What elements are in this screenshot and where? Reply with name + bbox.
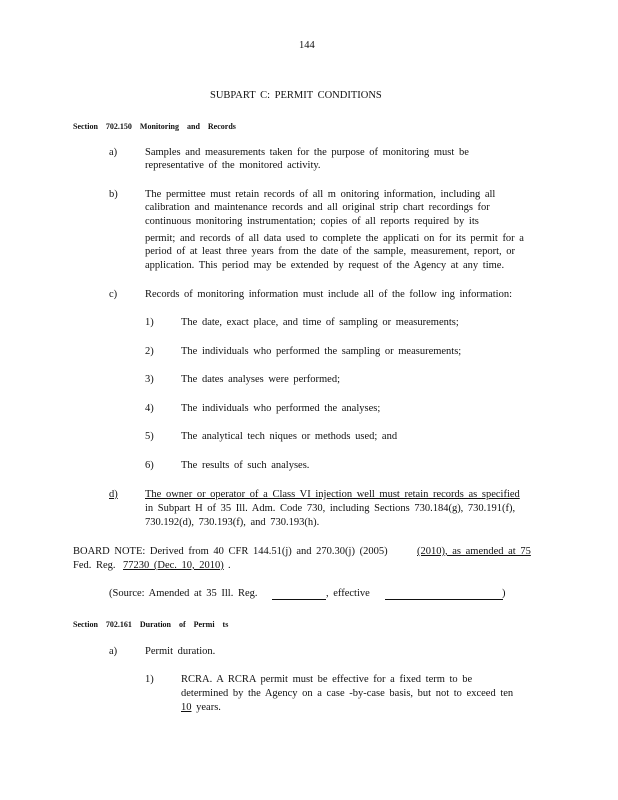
paragraph-line: Samples and measurements taken for the purpose of monitoring must be	[145, 147, 469, 158]
board-note-text: BOARD NOTE: Derived from 40 CFR 144.51(j) and 270.30(j) (2005)	[73, 546, 388, 557]
paragraph-line: Permit duration.	[145, 646, 216, 657]
paragraph-text: years.	[191, 702, 221, 713]
paragraph-line: The permittee must retain records of all m onitoring information, including all	[145, 189, 496, 200]
paragraph-line: RCRA. A RCRA permit must be effective for a fixed term to be	[181, 674, 473, 685]
paragraph-line	[181, 701, 221, 714]
subitem-number: 2)	[145, 346, 154, 357]
subitem-text: The date, exact place, and time of sampling or measurements;	[181, 317, 459, 328]
amended-line: The owner or operator of a Class VI injection well must retain records as specified	[145, 489, 520, 500]
item-label-b: b)	[109, 189, 118, 200]
subitem-text: The individuals who performed the analyses;	[181, 403, 381, 414]
source-note: , effective	[326, 588, 370, 599]
paragraph-line: continuous monitoring instrumentation; copies of all reports required by its	[145, 216, 479, 227]
subitem-text: The analytical tech niques or methods used; and	[181, 431, 398, 442]
board-note-text: .	[228, 560, 231, 571]
paragraph-line: period of at least three years from the date of the sample, measurement, report, or	[145, 246, 515, 257]
subitem-number: 1)	[145, 317, 154, 328]
subitem-text: The dates analyses were performed;	[181, 374, 341, 385]
section-heading: Section 702.150 Monitoring and Records	[73, 122, 236, 131]
source-note: )	[502, 588, 506, 599]
item-label-d: d)	[109, 489, 118, 500]
source-note: (Source: Amended at 35 Ill. Reg.	[109, 588, 258, 599]
paragraph-line: Records of monitoring information must include all of the follow ing information:	[145, 289, 512, 300]
paragraph-line: in Subpart H of 35 Ill. Adm. Code 730, including Sections 730.184(g), 730.191(f),	[145, 503, 516, 514]
amended-word: 10	[181, 702, 192, 713]
paragraph-line: application. This period may be extended by request of the Agency at any time.	[145, 260, 505, 271]
subitem-number: 5)	[145, 431, 154, 442]
item-label-c: c)	[109, 289, 118, 300]
page-number: 144	[299, 40, 315, 51]
item-label-a: a)	[109, 147, 118, 158]
paragraph-line: permit; and records of all data used to complete the applicati on for its permit for a	[145, 233, 524, 244]
subitem-number: 4)	[145, 403, 154, 414]
section-heading: Section 702.161 Duration of Permi ts	[73, 620, 229, 629]
board-note-text: Fed. Reg.	[73, 560, 116, 571]
source-reg-blank	[272, 599, 326, 600]
subitem-text: The results of such analyses.	[181, 460, 310, 471]
paragraph-line: calibration and maintenance records and all original strip chart recordings for	[145, 202, 490, 213]
subitem-number: 6)	[145, 460, 154, 471]
paragraph-line: determined by the Agency on a case -by-case basis, but not to exceed ten	[181, 688, 514, 699]
paragraph-line: 730.192(d), 730.193(f), and 730.193(h).	[145, 517, 320, 528]
item-label-a: a)	[109, 646, 118, 657]
subpart-title: SUBPART C: PERMIT CONDITIONS	[210, 90, 382, 101]
subitem-number: 3)	[145, 374, 154, 385]
subitem-text: The individuals who performed the sampling or measurements;	[181, 346, 462, 357]
subitem-number: 1)	[145, 674, 154, 685]
board-note-amended: (2010), as amended at 75	[417, 546, 531, 557]
source-effective-blank	[385, 599, 503, 600]
paragraph-line: representative of the monitored activity.	[145, 160, 321, 171]
board-note-amended: 77230 (Dec. 10, 2010)	[123, 560, 224, 571]
